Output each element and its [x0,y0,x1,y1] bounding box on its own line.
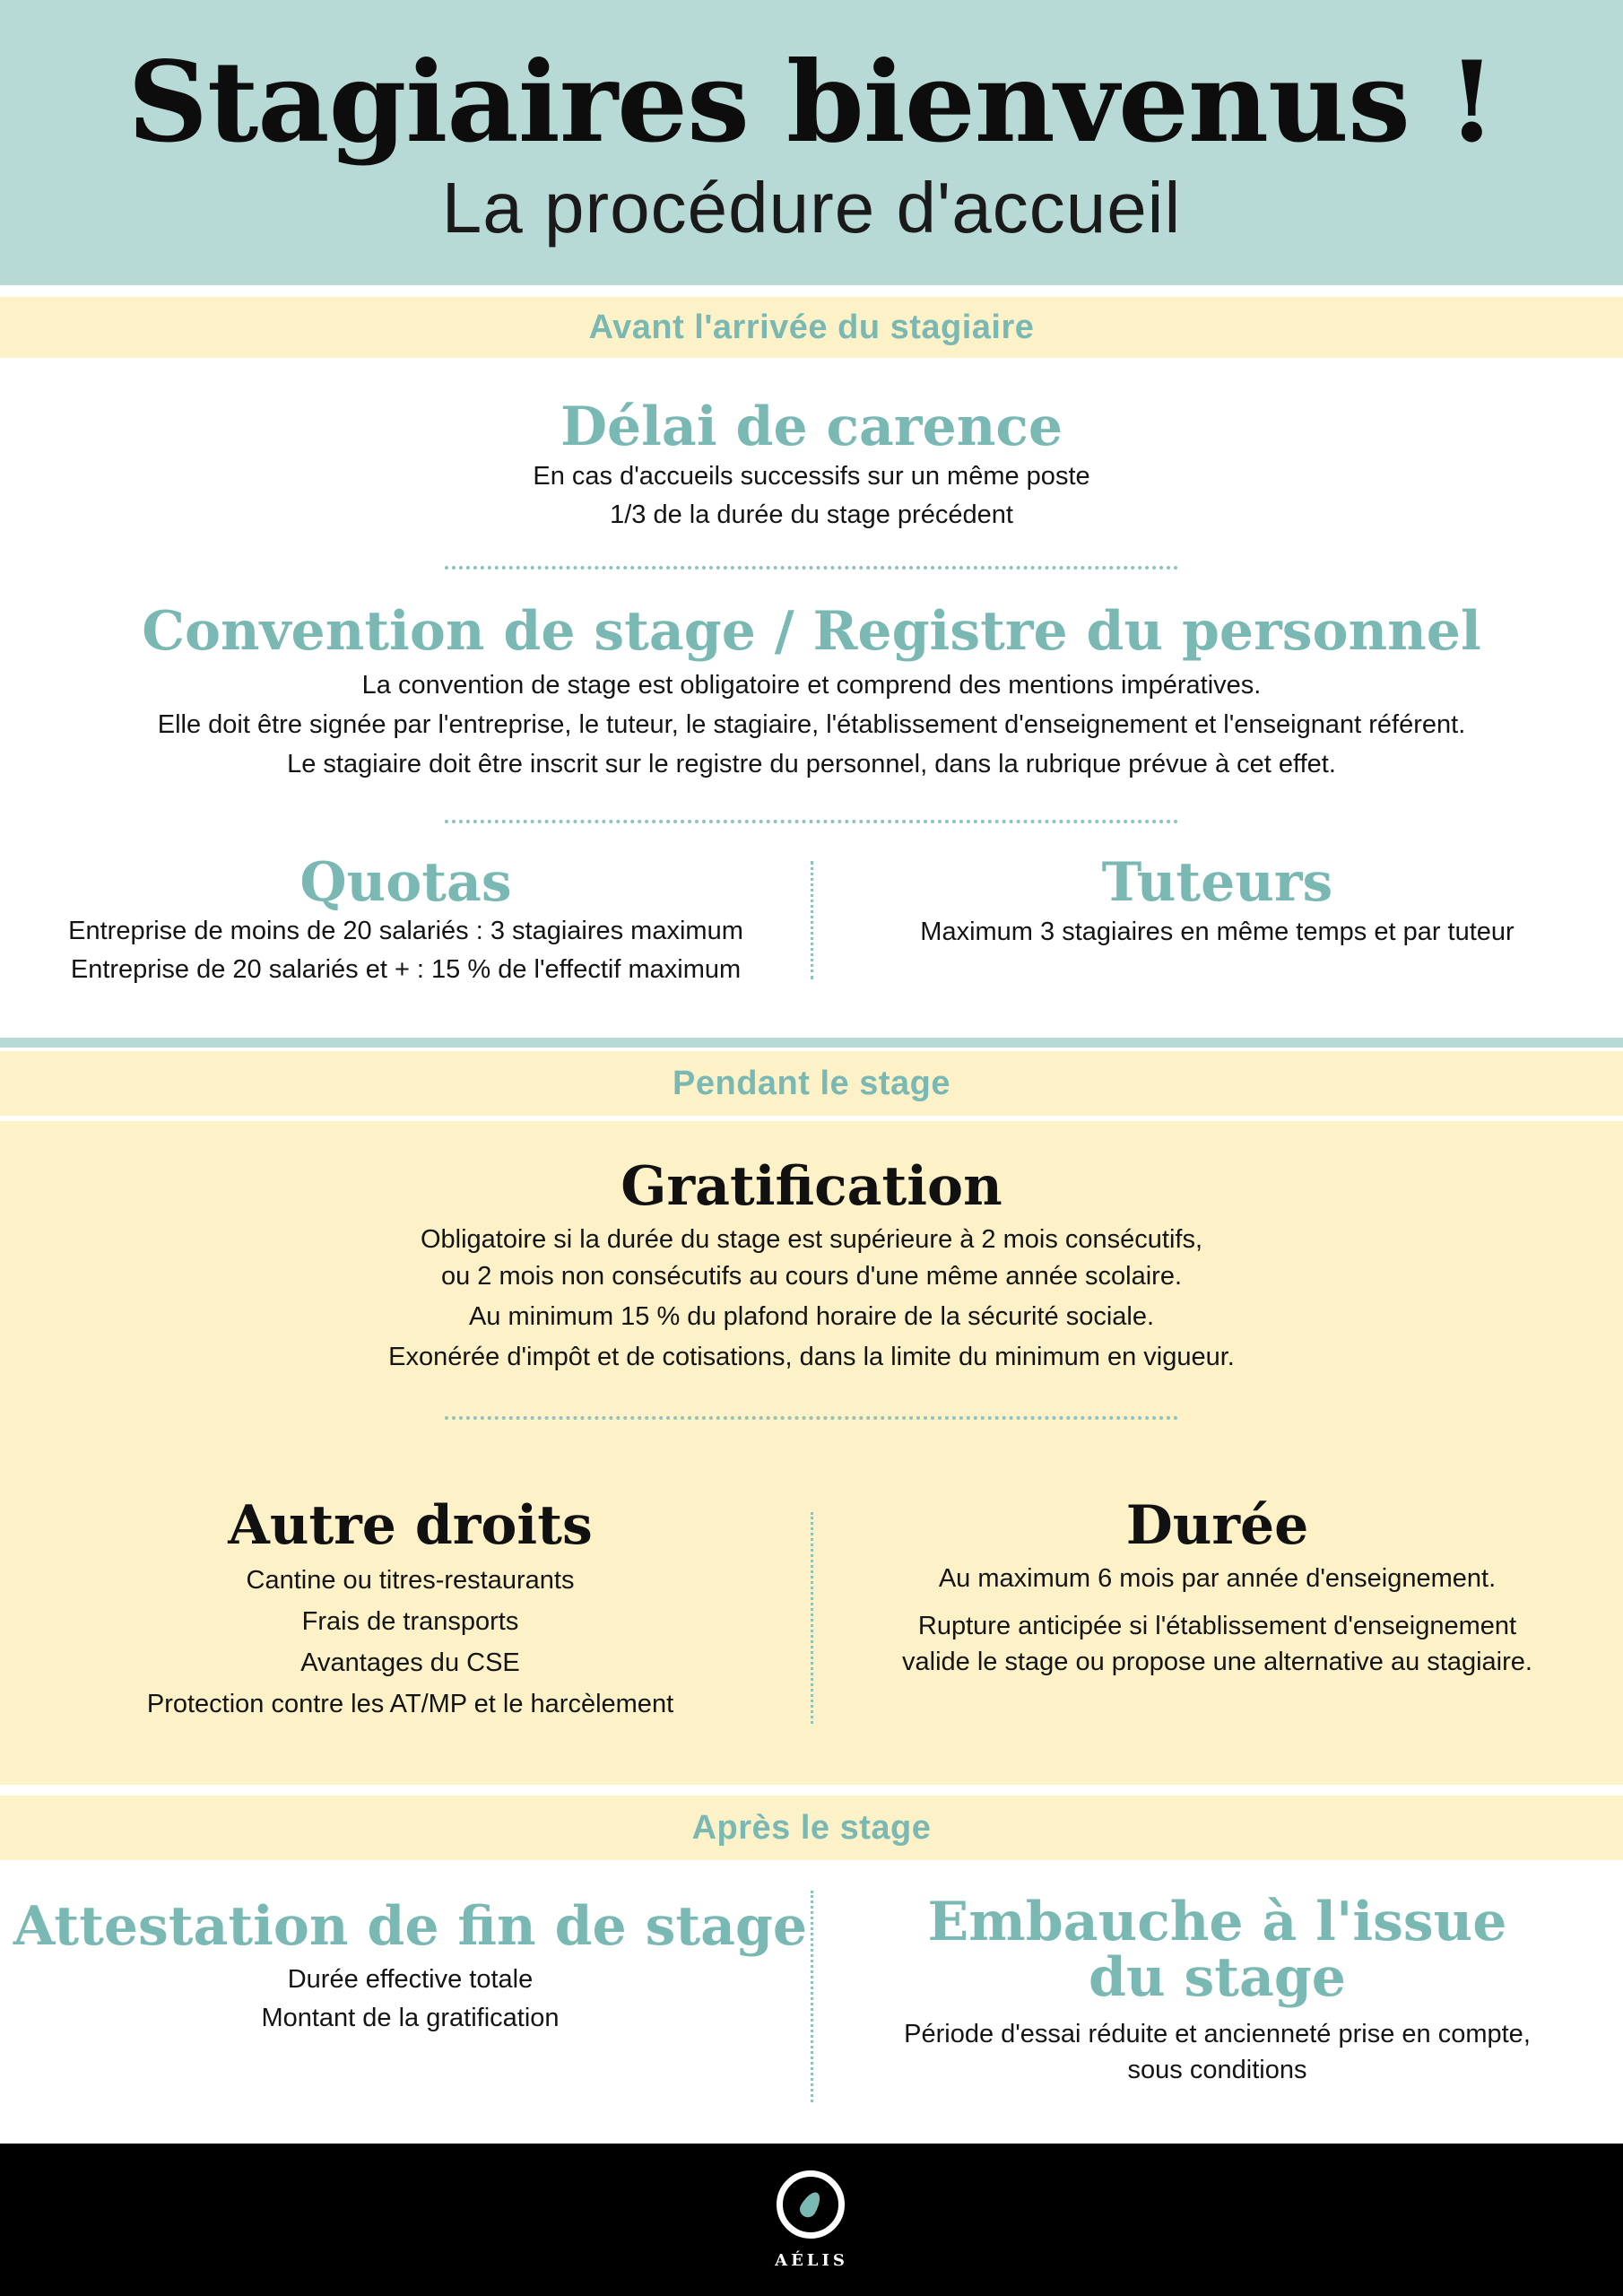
duree-title: Durée [1125,1494,1309,1557]
tuteurs-line: Maximum 3 stagiaires en même temps et par tuteur [920,918,1515,946]
page-subtitle: La procédure d'accueil [441,168,1182,248]
divider-dotted [445,566,1178,570]
gratification-text [0,1221,1623,1377]
duree-line: Au maximum 6 mois par année d'enseignement. [938,1564,1497,1593]
droits-line: Cantine ou titres-restaurants [246,1566,575,1595]
gratification-line: Au minimum 15 % du plafond horaire de la sécurité sociale. [468,1302,1155,1331]
duree-line: Rupture anticipée si l'établissement d'enseignement [917,1612,1517,1640]
attestation-line: Durée effective totale [287,1965,534,1994]
quotas-title: Quotas [299,851,512,914]
attestation-title: Attestation de fin de stage [13,1895,808,1958]
page-header [0,0,1623,285]
gratification-line: ou 2 mois non consécutifs au cours d'une même année scolaire. [440,1262,1183,1291]
droits-text [0,1560,820,1725]
embauche-line: Période d'essai réduite et ancienneté prise en compte, [904,2020,1531,2048]
tuteurs-text [812,913,1623,952]
attestation-text [0,1961,820,2038]
divider-dotted [445,1416,1178,1420]
carence-title: Délai de carence [560,396,1063,458]
convention-line: La convention de stage est obligatoire et comprend des mentions impératives. [361,671,1262,700]
duree-line: valide le stage ou propose une alternative au stagiaire. [902,1648,1532,1676]
attestation-line: Montant de la gratification [261,2004,560,2032]
convention-title: Convention de stage / Registre du personnel [142,600,1481,663]
embauche-title-line: du stage [1089,1946,1346,2009]
droits-line: Protection contre les AT/MP et le harcèlement [146,1690,674,1718]
quotas-line: Entreprise de 20 salariés et + : 15 % de l'effectif maximum [70,955,742,984]
carence-text [0,457,1623,535]
duree-text [812,1560,1623,1682]
droits-title: Autre droits [228,1494,593,1557]
section-band-avant: Avant l'arrivée du stagiaire [0,297,1623,358]
divider-dotted [445,820,1178,823]
convention-line: Elle doit être signée par l'entreprise, le tuteur, le stagiaire, l'établissement d'enseignement et l'enseignant référent. [157,710,1466,739]
gratification-title: Gratification [621,1155,1002,1218]
quotas-text [0,912,812,989]
section-band-apres: Après le stage [0,1796,1623,1860]
tuteurs-title: Tuteurs [1101,851,1333,914]
page-footer [0,2144,1623,2296]
section-rule [0,1038,1623,1048]
compass-logo-icon [777,2170,845,2239]
page-title: Stagiaires bienvenus ! [127,38,1496,168]
section-band-pendant: Pendant le stage [0,1051,1623,1116]
embauche-line: sous conditions [1127,2056,1307,2084]
gratification-line: Exonérée d'impôt et de cotisations, dans la limite du minimum en vigueur. [388,1343,1235,1371]
droits-line: Avantages du CSE [300,1648,520,1677]
embauche-title-line: Embauche à l'issue [927,1891,1507,1953]
embauche-text [812,2016,1623,2088]
droits-line: Frais de transports [301,1607,519,1636]
gratification-line: Obligatoire si la durée du stage est supérieure à 2 mois consécutifs, [420,1225,1203,1254]
convention-line: Le stagiaire doit être inscrit sur le registre du personnel, dans la rubrique prévue à cet effet. [287,750,1336,778]
embauche-title [812,1891,1623,2009]
convention-text [0,665,1623,784]
carence-line: 1/3 de la durée du stage précédent [610,500,1013,529]
carence-line: En cas d'accueils successifs sur un même poste [533,462,1090,491]
logo-wordmark: AÉLIS [775,2251,848,2270]
compass-needle-icon [797,2189,825,2221]
quotas-line: Entreprise de moins de 20 salariés : 3 stagiaires maximum [68,917,743,945]
